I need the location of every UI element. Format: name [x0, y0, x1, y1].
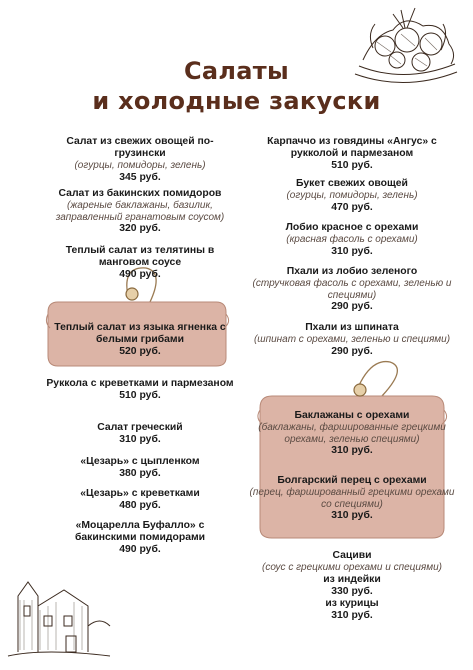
dish-description: (стручковая фасоль с орехами, зеленью и специями) [252, 278, 452, 301]
dish-name: Теплый салат из телятины в манговом соусе [65, 245, 215, 269]
menu-item [247, 178, 457, 214]
dish-description: (баклажаны, фаршированные грецкими орехами, зеленью специями) [258, 422, 446, 445]
menu-item [45, 488, 235, 512]
menu-item [45, 322, 235, 359]
dish-name: Салат греческий [97, 422, 183, 433]
dish-price: 330 руб. [331, 586, 373, 597]
dish-name: Карпаччо из говядины «Ангус» с рукколой и пармезаном [267, 136, 437, 160]
dish-name: Салат из бакинских помидоров [58, 188, 222, 199]
menu-item [247, 222, 457, 258]
page-title-line2: и холодные закуски [92, 87, 381, 115]
dish-name: Пхали из лобио зеленого [286, 266, 418, 277]
dish-description: (шпинат с орехами, зеленью и специями) [253, 334, 451, 346]
dish-name: «Моцарелла Буфалло» с бакинскими помидорами [74, 520, 206, 544]
menu-item [45, 520, 235, 557]
menu-item [247, 266, 457, 314]
menu-item [247, 475, 457, 523]
dish-name: Сациви [332, 550, 372, 561]
dish-price: 510 руб. [119, 390, 161, 402]
menu-item [247, 410, 457, 458]
dish-name: Болгарский перец с орехами [277, 475, 427, 486]
menu-item [247, 550, 457, 623]
dish-price: 310 руб. [331, 445, 373, 457]
dish-name: Теплый салат из языка ягненка с белыми грибами [54, 322, 226, 346]
dish-price: 380 руб. [119, 468, 161, 480]
dish-name: Лобио красное с орехами [285, 222, 419, 233]
dish-description: (соус с грецкими орехами и специями) [261, 562, 443, 574]
dish-price: 490 руб. [119, 269, 161, 281]
dish-price: 290 руб. [331, 345, 373, 357]
menu-item [45, 456, 235, 480]
dish-price: 480 руб. [119, 500, 161, 512]
dish-price: 310 руб. [331, 610, 373, 622]
dish-name: Букет свежих овощей [296, 178, 408, 189]
castle-engraving [4, 556, 114, 666]
dish-name: Руккола с креветками и пармезаном [46, 378, 234, 389]
dish-price: 510 руб. [331, 160, 373, 172]
dish-variant: из индейки [323, 573, 381, 585]
dish-name: Салат из свежих овощей по-грузински [66, 136, 214, 160]
dish-description: (перец, фаршированный грецкими орехами со специями) [249, 487, 455, 510]
dish-price: 310 руб. [331, 245, 373, 257]
dish-description: (красная фасоль с орехами) [286, 234, 418, 246]
dish-price: 470 руб. [331, 201, 373, 213]
menu-item [45, 245, 235, 282]
page-title-line1: Салаты [184, 57, 289, 85]
dish-price: 310 руб. [119, 434, 161, 446]
dish-price: 310 руб. [331, 510, 373, 522]
menu-item [45, 188, 235, 236]
menu-item [45, 136, 235, 184]
menu-item [247, 322, 457, 358]
dish-description: (огурцы, помидоры, зелень) [74, 160, 206, 172]
dish-description: (огурцы, помидоры, зелень) [286, 190, 418, 202]
dish-name: Пхали из шпината [305, 322, 399, 333]
dish-price: 345 руб. [119, 172, 161, 183]
dish-name: «Цезарь» с цыпленком [80, 456, 200, 467]
menu-item [45, 378, 235, 402]
dish-price: 320 руб. [119, 223, 161, 235]
dish-name: Баклажаны с орехами [294, 410, 410, 421]
dish-price: 290 руб. [331, 301, 373, 313]
menu-item [45, 422, 235, 446]
dish-variant: из курицы [325, 598, 379, 610]
menu-item [247, 136, 457, 173]
dish-price: 490 руб. [119, 544, 161, 556]
dish-price: 520 руб. [119, 346, 161, 358]
dish-name: «Цезарь» с креветками [80, 488, 200, 499]
dish-description: (жареные баклажаны, базилик, заправленный гранатовым соусом) [55, 200, 225, 223]
